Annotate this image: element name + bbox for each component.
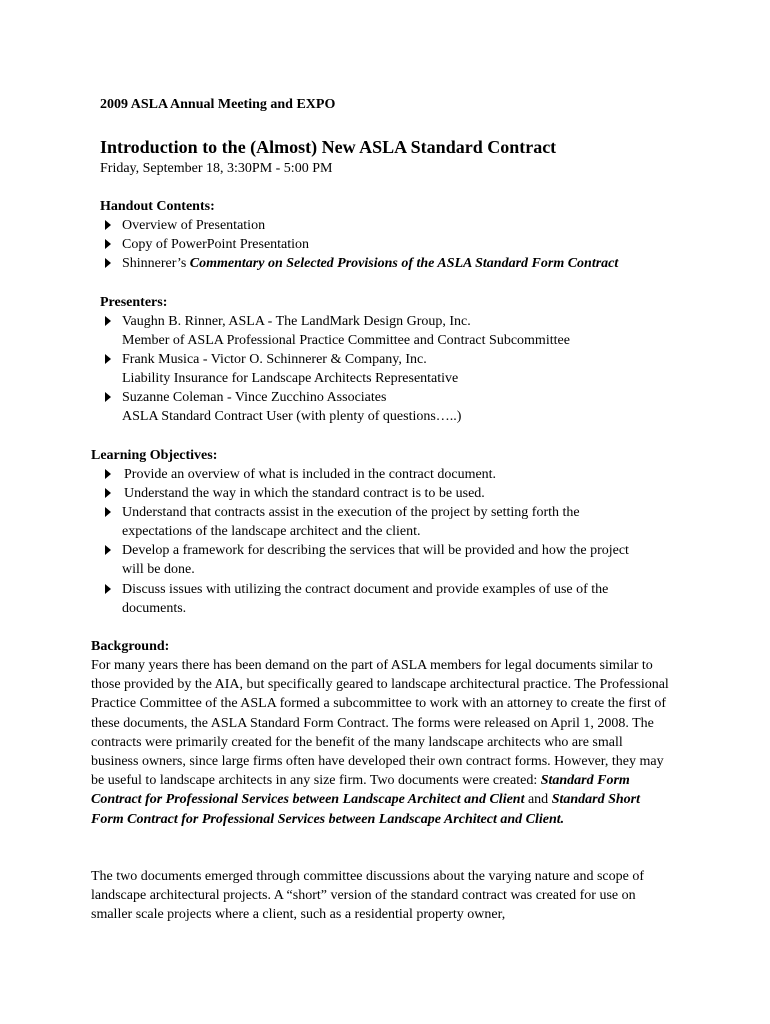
handout-item: Copy of PowerPoint Presentation: [122, 237, 310, 252]
bullet-arrow-icon: [105, 584, 111, 594]
bullet-arrow-icon: [105, 488, 111, 498]
bullet-arrow-icon: [105, 354, 111, 364]
objective-item: Provide an overview of what is included in the contract document.: [124, 467, 497, 482]
presenter-name: Suzanne Coleman - Vince Zucchino Associates: [122, 390, 387, 405]
contract-title-short: Standard Short Form Contract for Professional Services between Landscape Architect and Client.: [91, 792, 641, 827]
objective-item: Discuss issues with utilizing the contract document and provide examples of use of the documents.: [122, 582, 609, 616]
bullet-arrow-icon: [105, 316, 111, 326]
handout-item: [122, 254, 618, 273]
bullet-arrow-icon: [105, 545, 111, 555]
session-datetime: Friday, September 18, 3:30PM - 5:00 PM: [100, 161, 333, 176]
bullet-arrow-icon: [105, 220, 111, 230]
presenter-role: Member of ASLA Professional Practice Committee and Contract Subcommittee: [122, 333, 570, 348]
contract-title-standard: Standard Form Contract for Professional Services between Landscape Architect and Client: [91, 773, 630, 808]
bullet-arrow-icon: [105, 392, 111, 402]
objective-item: Understand that contracts assist in the execution of the project by setting forth the expectations of the landscape architect and the client.: [122, 505, 580, 539]
handout-heading: Handout Contents:: [100, 199, 215, 214]
presenter-name: Frank Musica - Victor O. Schinnerer & Company, Inc.: [122, 352, 427, 367]
background-connector: and: [524, 792, 552, 808]
presenter-role: Liability Insurance for Landscape Architects Representative: [122, 371, 459, 386]
background-text: For many years there has been demand on the part of ASLA members for legal documents similar to those provided by the AIA, but specifically geared to landscape architectural practice. The Professional Practice Committee of the ASLA formed a subcommittee to work with an attorney to create the first of these documents, the ASLA Standard Form Contract. The forms were released on April 1, 2008. The contracts were primarily created for the benefit of the many landscape architects who are small business owners, since large firms often have developed their own contract forms. However, they may be useful to landscape architects in any size firm. Two documents were created:: [91, 658, 669, 789]
event-heading: 2009 ASLA Annual Meeting and EXPO: [100, 97, 336, 112]
objectives-heading: Learning Objectives:: [91, 448, 218, 463]
bullet-arrow-icon: [105, 258, 111, 268]
presenter-role: ASLA Standard Contract User (with plenty of questions…..): [122, 409, 462, 424]
commentary-title: Commentary on Selected Provisions of the ASLA Standard Form Contract: [189, 256, 619, 271]
bullet-arrow-icon: [105, 239, 111, 249]
background-paragraph-2: The two documents emerged through committee discussions about the varying nature and scope of landscape architectural projects. A “short” version of the standard contract was created for use on smaller scale projects where a client, such as a residential property owner,: [91, 869, 644, 923]
objective-item: Understand the way in which the standard contract is to be used.: [124, 486, 485, 501]
bullet-arrow-icon: [105, 469, 111, 479]
background-heading: Background:: [91, 639, 170, 654]
presenters-heading: Presenters:: [100, 295, 168, 310]
presenter-name: Vaughn B. Rinner, ASLA - The LandMark Design Group, Inc.: [122, 314, 471, 329]
background-paragraph: [91, 656, 671, 829]
handout-item-prefix: Shinnerer’s: [122, 256, 190, 271]
document-title: Introduction to the (Almost) New ASLA Standard Contract: [100, 137, 557, 157]
bullet-arrow-icon: [105, 507, 111, 517]
objective-item: Develop a framework for describing the services that will be provided and how the project will be done.: [122, 543, 629, 577]
handout-item: Overview of Presentation: [122, 218, 266, 233]
